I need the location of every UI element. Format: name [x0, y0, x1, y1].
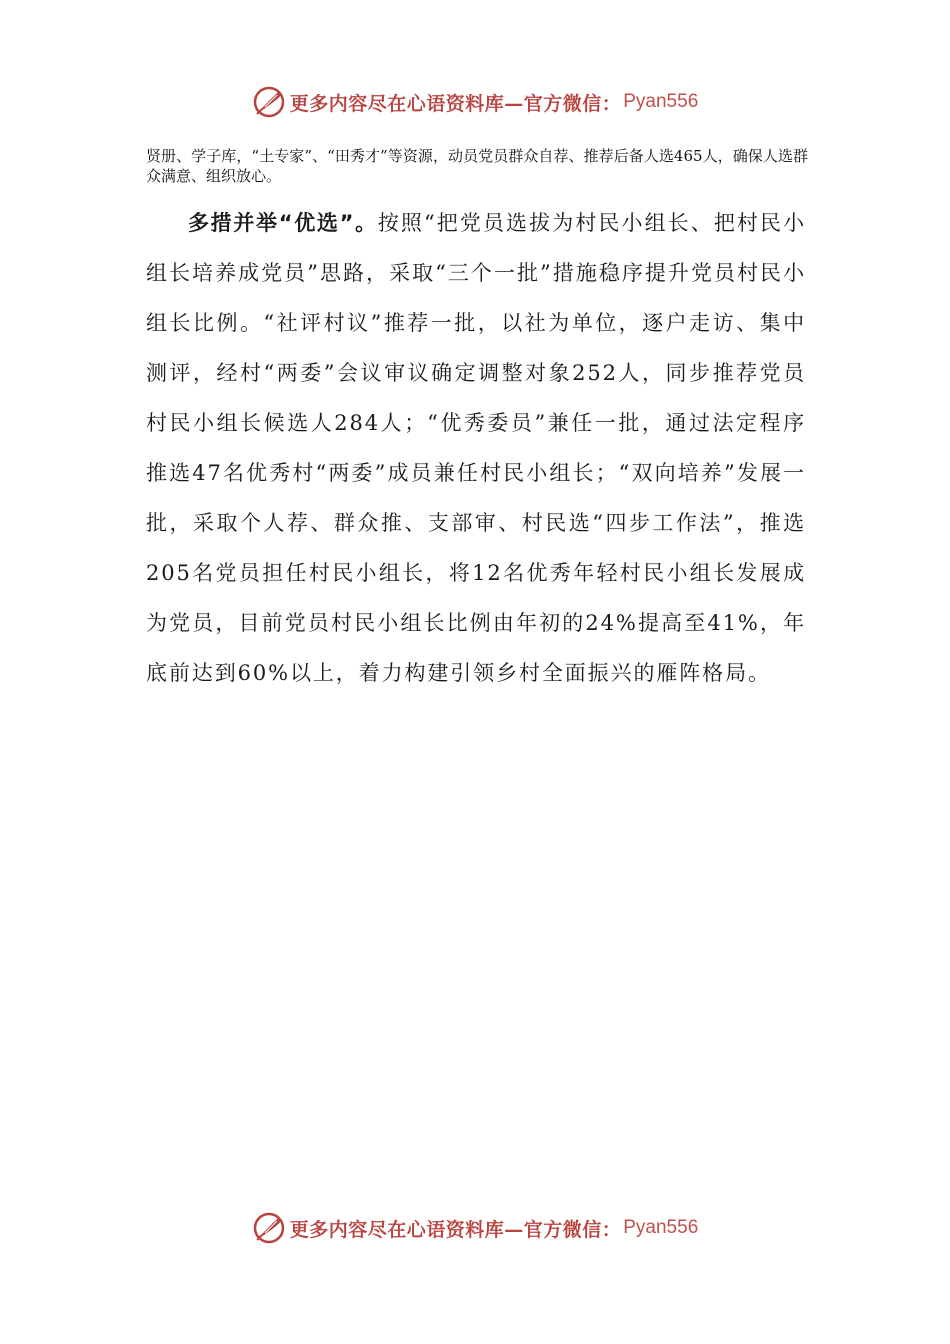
header-site-text: 更多内容尽在心语资料库—官方微信：: [289, 92, 622, 115]
section-paragraph: [146, 198, 806, 698]
footer-site-text: 更多内容尽在心语资料库—官方微信：: [289, 1218, 622, 1241]
quill-pen-logo-icon: [252, 85, 286, 119]
header-wechat-handle: Pyan556: [623, 91, 699, 112]
footer-banner: [0, 1208, 950, 1248]
section-body: 按照“把党员选拔为村民小组长、把村民小组长培养成党员”思路，采取“三个一批”措施稳序提升党员村民小组长比例。“社评村议”推荐一批，以社为单位，逐户走访、集中测评，经村“两委”会议审议确定调整对象252人，同步推荐党员村民小组长候选人284人；“优秀委员”兼任一批，通过法定程序推选47名优秀村“两委”成员兼任村民小组长；“双向培养”发展一批，采取个人荐、群众推、支部审、村民选“四步工作法”，推选205名党员担任村民小组长，将12名优秀年轻村民小组长发展成为党员，目前党员村民小组长比例由年初的24%提高至41%，年底前达到60%以上，着力构建引领乡村全面振兴的雁阵格局。: [146, 211, 806, 685]
header-banner: [0, 82, 950, 122]
quill-pen-logo-icon: [252, 1211, 286, 1245]
section-heading: 多措并举“优选”。: [188, 211, 378, 235]
continuation-paragraph: 贤册、学子库，“土专家”、“田秀才”等资源，动员党员群众自荐、推荐后备人选465人，确保人选群众满意、组织放心。: [146, 147, 808, 185]
footer-wechat-handle: Pyan556: [623, 1217, 699, 1238]
